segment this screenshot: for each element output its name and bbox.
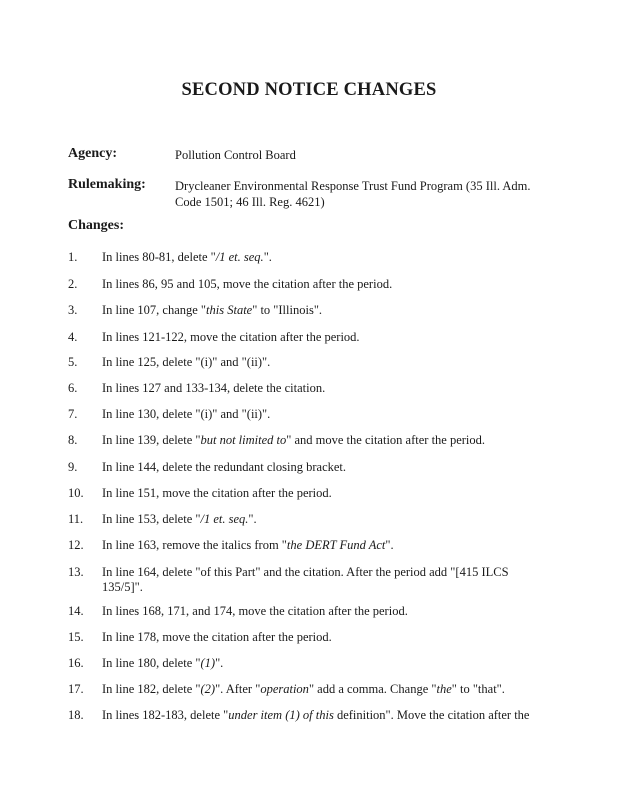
change-text <box>102 630 532 645</box>
changes-heading: Changes: <box>68 218 125 233</box>
change-text-segment: ". <box>215 656 224 670</box>
agency-value: Pollution Control Board <box>175 148 296 162</box>
change-text-italic: under item (1) of this <box>228 708 334 722</box>
change-text <box>102 277 532 292</box>
change-number: 8. <box>68 433 78 447</box>
change-text-segment: In line 144, delete the redundant closing bracket. <box>102 460 347 474</box>
change-text-segment: In line 125, delete "(i)" and "(ii)". <box>102 355 271 369</box>
change-text-segment: ". <box>385 538 394 552</box>
change-text-italic: the <box>436 682 452 696</box>
change-text <box>102 682 532 697</box>
change-number: 17. <box>68 682 84 696</box>
change-number: 9. <box>68 460 78 474</box>
change-number: 12. <box>68 538 84 552</box>
change-text-italic: operation <box>260 682 309 696</box>
change-number: 6. <box>68 381 78 395</box>
change-text-italic: /1 et. seq. <box>200 512 249 526</box>
change-number: 11. <box>68 512 84 526</box>
change-text <box>102 355 532 370</box>
change-text-italic: but not limited to <box>200 433 287 447</box>
change-text-segment: " to "that". <box>451 682 505 696</box>
change-text <box>102 460 532 475</box>
change-number: 3. <box>68 303 78 317</box>
change-number: 14. <box>68 604 84 618</box>
change-text <box>102 538 532 553</box>
change-text-italic: (2) <box>200 682 216 696</box>
change-text-segment: In line 130, delete "(i)" and "(ii)". <box>102 407 271 421</box>
change-text <box>102 565 532 595</box>
change-text-segment: In line 164, delete "of this Part" and the citation. After the period add "[415 ILCS 135/5]". <box>102 565 509 594</box>
change-text-segment: In line 163, remove the italics from " <box>102 538 287 552</box>
change-text <box>102 381 532 396</box>
change-text-segment: In line 151, move the citation after the period. <box>102 486 332 500</box>
change-number: 18. <box>68 708 84 722</box>
change-number: 13. <box>68 565 84 579</box>
change-number: 5. <box>68 355 78 369</box>
change-text-segment: ". After " <box>215 682 261 696</box>
change-number: 10. <box>68 486 84 500</box>
change-number: 2. <box>68 277 78 291</box>
change-text-italic: the DERT Fund Act <box>286 538 386 552</box>
change-text-segment: In lines 127 and 133-134, delete the citation. <box>102 381 326 395</box>
document-title: SECOND NOTICE CHANGES <box>181 80 437 100</box>
change-text-segment: In lines 86, 95 and 105, move the citation after the period. <box>102 277 393 291</box>
change-text <box>102 303 532 318</box>
change-text-segment: In lines 168, 171, and 174, move the citation after the period. <box>102 604 408 618</box>
change-text-italic: this State <box>206 303 253 317</box>
change-number: 1. <box>68 250 78 264</box>
change-number: 4. <box>68 330 78 344</box>
change-text-segment: In line 178, move the citation after the period. <box>102 630 332 644</box>
change-number: 7. <box>68 407 78 421</box>
change-text-italic: (1) <box>200 656 216 670</box>
change-text-segment: In line 153, delete " <box>102 512 201 526</box>
rulemaking-value: Drycleaner Environmental Response Trust Fund Program (35 Ill. Adm. Code 1501; 46 Ill. Reg. 4621) <box>175 179 531 209</box>
change-text-segment: definition". Move the citation after the <box>333 708 530 722</box>
change-text-segment: " add a comma. Change " <box>308 682 437 696</box>
rulemaking-label: Rulemaking: <box>68 177 146 192</box>
change-text-segment: In line 182, delete " <box>102 682 201 696</box>
change-text-italic: /1 et. seq. <box>215 250 264 264</box>
change-text-segment: In lines 80-81, delete " <box>102 250 216 264</box>
change-text <box>102 604 532 619</box>
change-text-segment: " and move the citation after the period. <box>286 433 486 447</box>
change-text <box>102 486 532 501</box>
change-text <box>102 708 532 723</box>
change-text <box>102 407 532 422</box>
change-number: 16. <box>68 656 84 670</box>
change-text <box>102 433 532 448</box>
change-text-segment: In line 107, change " <box>102 303 207 317</box>
change-text-segment: In line 139, delete " <box>102 433 201 447</box>
agency-label: Agency: <box>68 146 117 161</box>
change-text <box>102 656 532 671</box>
change-text <box>102 512 532 527</box>
change-text-segment: In line 180, delete " <box>102 656 201 670</box>
change-number: 15. <box>68 630 84 644</box>
change-text-segment: ". <box>248 512 257 526</box>
change-text-segment: ". <box>263 250 272 264</box>
change-text <box>102 250 532 265</box>
change-text-segment: " to "Illinois". <box>252 303 323 317</box>
change-text-segment: In lines 182-183, delete " <box>102 708 229 722</box>
change-text <box>102 330 532 345</box>
change-text-segment: In lines 121-122, move the citation after the period. <box>102 330 360 344</box>
